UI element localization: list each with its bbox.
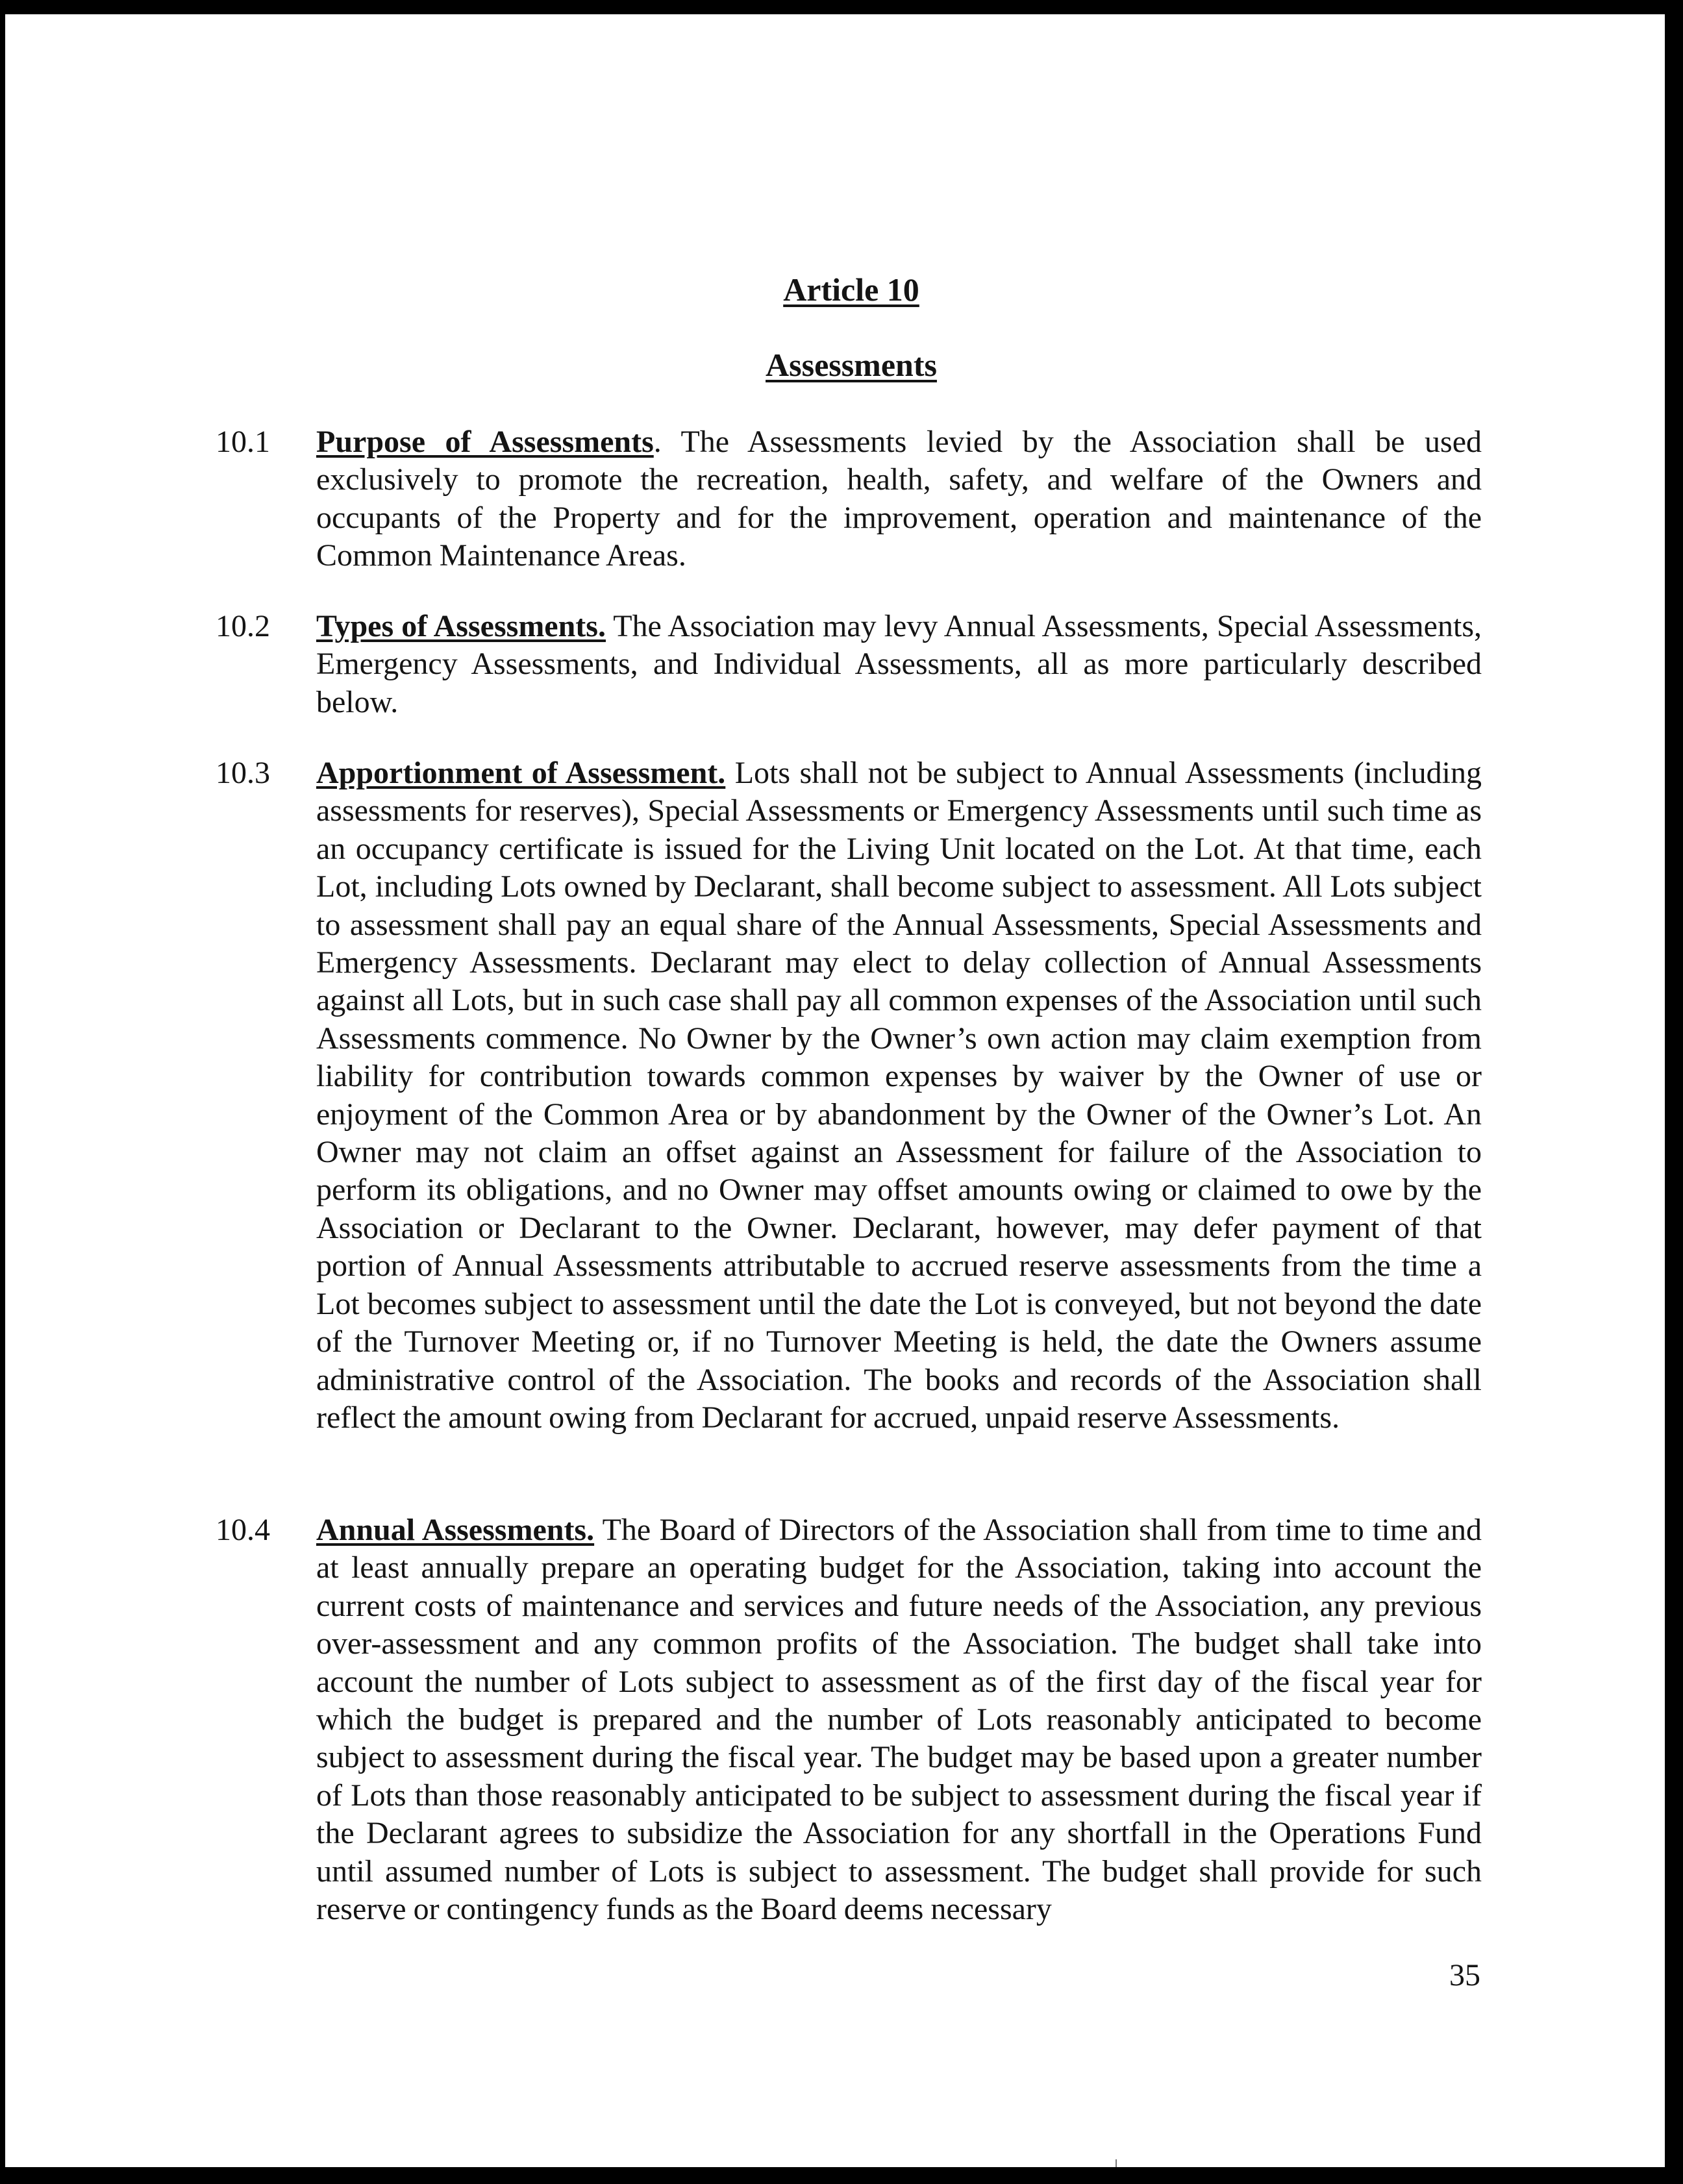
- section-number: 10.1: [216, 425, 270, 459]
- section-heading-suffix: .: [653, 425, 662, 459]
- section-heading: Annual Assessments.: [316, 1513, 595, 1547]
- section-body: [316, 754, 1482, 1437]
- section-text: Lots shall not be subject to Annual Assessments (including assessments for reserves), Special Assessments or Emergency Assessments until such time as an occupancy certificate is issued for the Living Unit located on the Lot. At that time, each Lot, including Lots owned by Declarant, shall become subject to assessment. All Lots subject to assessment shall pay an equal share of the Annual Assessments, Special Assessments and Emergency Assessments. Declarant may elect to delay collection of Annual Assessments against all Lots, but in such case shall pay all common expenses of the Association until such Assessments commence. No Owner by the Owner’s own action may claim exemption from liability for contribution towards common expenses by waiver by the Owner of use or enjoyment of the Common Area or by abandonment by the Owner of the Owner’s Lot. An Owner may not claim an offset against an Assessment for failure of the Association to perform its obligations, and no Owner may offset amounts owing or claimed to owe by the Association or Declarant to the Owner. Declarant, however, may defer payment of that portion of Annual Assessments attributable to accrued reserve assessments from the time a Lot becomes subject to assessment until the date the Lot is conveyed, but not beyond the date of the Turnover Meeting or, if no Turnover Meeting is held, the date the Owners assume administrative control of the Association. The books and records of the Association shall reflect the amount owing from Declarant for accrued, unpaid reserve Assessments.: [316, 756, 1482, 1435]
- section-number: 10.4: [216, 1513, 270, 1547]
- page-number: 35: [1449, 1958, 1480, 1992]
- article-subtitle: Assessments: [766, 347, 937, 383]
- section-heading: Types of Assessments.: [316, 609, 606, 643]
- section-body: [316, 1511, 1482, 1928]
- section-number: 10.3: [216, 756, 270, 790]
- section-text: The Board of Directors of the Association shall from time to time and at least annually prepare an operating budget for the Association, taking into account the current costs of maintenance and services and future needs of the Association, any previous over-assessment and any common profits of the Association. The budget shall take into account the number of Lots subject to assessment as of the first day of the fiscal year for which the budget is prepared and the number of Lots reasonably anticipated to become subject to assessment during the fiscal year. The budget may be based upon a greater number of Lots than those reasonably anticipated to be subject to assessment during the fiscal year if the Declarant agrees to subsidize the Association for any shortfall in the Operations Fund until assumed number of Lots is subject to assessment. The budget shall provide for such reserve or contingency funds as the Board deems necessary: [316, 1513, 1482, 1927]
- section-body: [316, 423, 1482, 575]
- section-body: [316, 608, 1482, 721]
- section-number: 10.2: [216, 609, 270, 643]
- section-text: The Association may levy Annual Assessments, Special Assessments, Emergency Assessments, and Individual Assessments, all as more particularly described below.: [316, 609, 1482, 719]
- section-text: The Assessments levied by the Association shall be used exclusively to promote the recreation, health, safety, and welfare of the Owners and occupants of the Property and for the improvement, operation and maintenance of the Common Maintenance Areas.: [316, 425, 1482, 573]
- scan-artifact: [1116, 2159, 1117, 2167]
- article-title: Article 10: [783, 271, 919, 308]
- section-heading: Purpose of Assessments: [316, 425, 654, 459]
- section-heading: Apportionment of Assessment.: [316, 756, 726, 790]
